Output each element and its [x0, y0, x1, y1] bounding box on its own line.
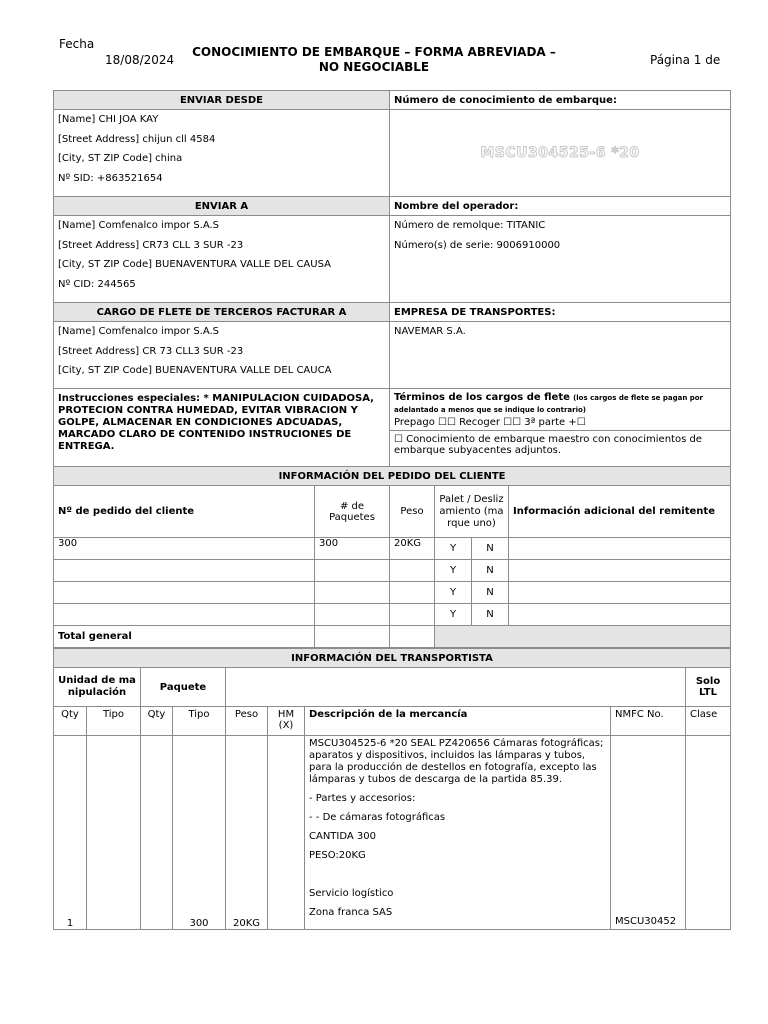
carrier-info-blank [226, 668, 686, 707]
col-description: Descripción de la mercancía [305, 707, 611, 736]
pallet-no-option[interactable]: N [472, 582, 509, 604]
ship-from-address: [Street Address] chijun cll 4584 [58, 133, 216, 145]
ltl-only-heading: Solo LTL [686, 668, 731, 707]
third-party-address: [Street Address] CR 73 CLL3 SUR -23 [58, 345, 244, 357]
col-pkg-qty: Qty [141, 707, 173, 736]
pallet-no-option[interactable]: N [472, 560, 509, 582]
description-line: Servicio logístico [309, 888, 394, 899]
handling-unit-heading: Unidad de manipulación [54, 668, 141, 707]
packages-cell [315, 560, 390, 582]
packages-cell: 300 [315, 538, 390, 560]
additional-info-cell [509, 538, 731, 560]
hazmat-cell [268, 736, 305, 930]
grand-total-label: Total general [54, 626, 315, 648]
col-hu-qty: Qty [54, 707, 87, 736]
additional-info-cell [509, 560, 731, 582]
col-packages: # de Paquetes [315, 486, 390, 538]
weight-cell: 20KG [226, 736, 268, 930]
freight-terms-label: Términos de los cargos de flete [394, 392, 570, 403]
pkg-qty-cell [141, 736, 173, 930]
description-line [309, 869, 606, 881]
pallet-no-option[interactable]: N [472, 538, 509, 560]
weight-cell [390, 604, 435, 626]
weight-cell [390, 560, 435, 582]
table-row [54, 538, 731, 560]
class-cell [686, 736, 731, 930]
carrier-info-table [53, 648, 731, 930]
bol-number-value: MSCU304525-6 *20 [480, 145, 640, 161]
third-party-name: [Name] Comfenalco impor S.A.S [58, 326, 220, 337]
hu-qty-cell: 1 [54, 736, 87, 930]
freight-terms-options: Prepago ☐☐ Recoger ☐☐ 3ª parte +☐ [394, 417, 586, 428]
col-nmfc: NMFC No. [611, 707, 686, 736]
trailer-number: Número de remolque: TITANIC [394, 220, 546, 231]
description-line: MSCU304525-6 *20 SEAL PZ420656 Cámaras fotográficas; aparatos y dispositivos, incluidos las lámparas y tubos, para la producción de destellos en fotografía, excepto las lámparas y tubos de descarga de la partida 85.39. [309, 738, 604, 785]
serial-number: Número(s) de serie: 9006910000 [394, 239, 561, 251]
third-party-block [54, 322, 390, 389]
transport-company-label: EMPRESA DE TRANSPORTES: [390, 303, 731, 322]
parties-table [53, 90, 731, 468]
ship-to-heading: ENVIAR A [54, 197, 390, 216]
hu-type-cell [87, 736, 141, 930]
customer-order-heading: INFORMACIÓN DEL PEDIDO DEL CLIENTE [54, 467, 731, 486]
pallet-yes-option[interactable]: Y [435, 560, 472, 582]
col-class: Clase [686, 707, 731, 736]
additional-info-cell [509, 604, 731, 626]
pallet-yes-option[interactable]: Y [435, 538, 472, 560]
col-pallet: Palet / Deslizamiento (marque uno) [435, 486, 509, 538]
page-number: Página 1 de [650, 53, 721, 67]
pkg-type-cell: 300 [173, 736, 226, 930]
ship-from-heading: ENVIAR DESDE [54, 91, 390, 110]
packages-cell [315, 604, 390, 626]
pallet-yes-option[interactable]: Y [435, 582, 472, 604]
grand-total-shaded [435, 626, 731, 648]
ship-from-sid: Nº SID: +863521654 [58, 172, 163, 184]
third-party-heading: CARGO DE FLETE DE TERCEROS FACTURAR A [54, 303, 390, 322]
col-weight: Peso [226, 707, 268, 736]
nmfc-cell: MSCU30452 [611, 736, 686, 930]
order-number-cell [54, 582, 315, 604]
col-additional-info: Información adicional del remitente [509, 486, 731, 538]
description-line: - - De cámaras fotográficas [309, 812, 446, 823]
col-pkg-type: Tipo [173, 707, 226, 736]
order-number-cell [54, 560, 315, 582]
description-line: PESO:20KG [309, 850, 366, 861]
grand-total-packages [315, 626, 390, 648]
additional-info-cell [509, 582, 731, 604]
weight-cell [390, 582, 435, 604]
description-line: CANTIDA 300 [309, 831, 376, 842]
ship-to-block [54, 216, 390, 303]
weight-cell: 20KG [390, 538, 435, 560]
description-line: - Partes y accesorios: [309, 793, 416, 804]
table-row [54, 560, 731, 582]
date-label: Fecha [59, 37, 95, 51]
transport-company-value: NAVEMAR S.A. [394, 326, 466, 337]
pallet-no-option[interactable]: N [472, 604, 509, 626]
ship-from-city: [City, ST ZIP Code] china [58, 153, 183, 164]
title-line-2: NO NEGOCIABLE [318, 60, 430, 74]
packages-cell [315, 582, 390, 604]
title-line-1: CONOCIMIENTO DE EMBARQUE – FORMA ABREVIADA – [192, 45, 556, 59]
carrier-info-heading: INFORMACIÓN DEL TRANSPORTISTA [54, 649, 731, 668]
date-value: 18/08/2024 [105, 53, 175, 67]
bol-number-label: Número de conocimiento de embarque: [390, 91, 731, 110]
transport-company-block [390, 322, 731, 389]
freight-terms-block [390, 389, 731, 431]
description-cell [305, 736, 611, 930]
ship-from-block [54, 110, 390, 197]
bol-number-cell [390, 110, 731, 197]
col-hazmat: HM (X) [268, 707, 305, 736]
table-row [54, 582, 731, 604]
third-party-city: [City, ST ZIP Code] BUENAVENTURA VALLE DEL CAUCA [58, 365, 332, 376]
order-number-cell [54, 604, 315, 626]
grand-total-weight [390, 626, 435, 648]
carrier-block [390, 216, 731, 303]
ship-to-address: [Street Address] CR73 CLL 3 SUR -23 [58, 239, 244, 251]
ship-from-name: [Name] CHI JOA KAY [58, 114, 159, 125]
ship-to-city: [City, ST ZIP Code] BUENAVENTURA VALLE DEL CAUSA [58, 259, 331, 270]
order-number-cell: 300 [54, 538, 315, 560]
customer-order-table [53, 466, 731, 648]
col-hu-type: Tipo [87, 707, 141, 736]
ship-to-cid: Nº CID: 244565 [58, 278, 136, 290]
table-row [54, 604, 731, 626]
master-bol-note: ☐ Conocimiento de embarque maestro con conocimientos de embarque subyacentes adjuntos. [390, 431, 731, 468]
col-weight: Peso [390, 486, 435, 538]
carrier-name-label: Nombre del operador: [390, 197, 731, 216]
document-title [178, 45, 570, 75]
pallet-yes-option[interactable]: Y [435, 604, 472, 626]
col-order-number: Nº de pedido del cliente [54, 486, 315, 538]
freight-terms-note: (los cargos de flete se pagan por adelantado a menos que se indique lo contrario) [394, 394, 704, 414]
ship-to-name: [Name] Comfenalco impor S.A.S [58, 220, 220, 231]
special-instructions: Instrucciones especiales: * MANIPULACION CUIDADOSA, PROTECION CONTRA HUMEDAD, EVITAR VIBRACION Y GOLPE, ALMACENAR EN CONDICIONES ADCUADAS, MARCADO CLARO DE CONTENIDO INSTRUCIONES DE ENTREGA. [54, 389, 390, 468]
description-line: Zona franca SAS [309, 907, 393, 918]
package-heading: Paquete [141, 668, 226, 707]
table-row [54, 736, 731, 930]
